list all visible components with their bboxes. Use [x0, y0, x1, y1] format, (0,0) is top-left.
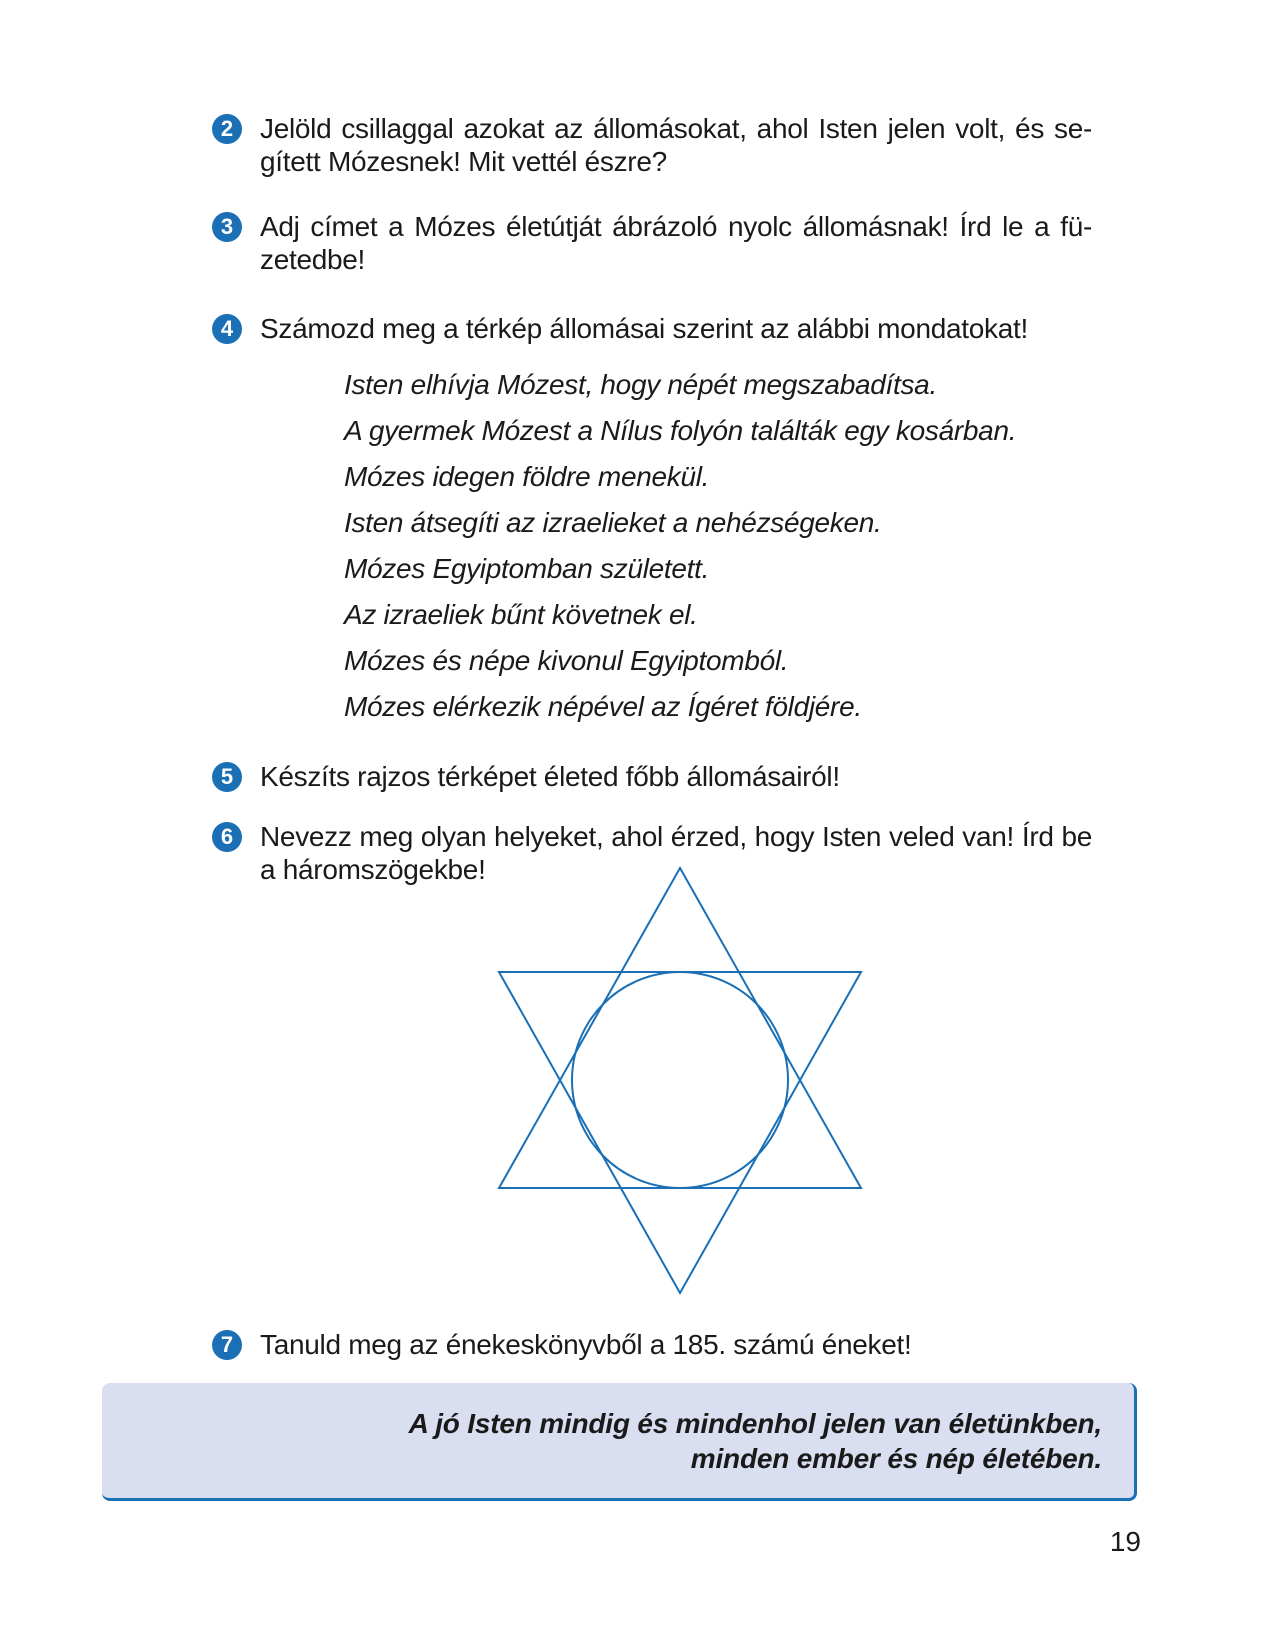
sentence-item: Mózes elérkezik népével az Ígéret földjére. — [344, 691, 862, 722]
task-number-badge: 4 — [212, 314, 242, 344]
star-of-david-diagram — [480, 860, 880, 1310]
sentence-item: Mózes és népe kivonul Egyiptomból. — [344, 645, 789, 676]
task-text: Számozd meg a térkép állomásai szerint az alábbi mondatokat! — [260, 313, 1028, 344]
task-number-badge: 6 — [212, 822, 242, 852]
task-text: Jelöld csillaggal azokat az állomásokat, ahol Isten jelen volt, és se-gített Mózesnek! Mit vettél észre? — [260, 113, 1092, 177]
summary-line: A jó Isten mindig és mindenhol jelen van életünkben, — [408, 1408, 1102, 1439]
sentence-item: Mózes Egyiptomban született. — [344, 553, 710, 584]
downward-triangle — [499, 972, 861, 1293]
task-text: Nevezz meg olyan helyeket, ahol érzed, hogy Isten veled van! Írd be a háromszögekbe! — [260, 821, 1092, 885]
sentence-list — [344, 362, 1016, 730]
upward-triangle — [499, 868, 861, 1188]
summary-line: minden ember és nép életében. — [690, 1443, 1102, 1474]
sentence-item: A gyermek Mózest a Nílus folyón találták egy kosárban. — [344, 415, 1017, 446]
task-3 — [212, 210, 1092, 276]
center-circle — [572, 972, 788, 1188]
sentence-item: Isten elhívja Mózest, hogy népét megszabadítsa. — [344, 369, 937, 400]
task-text: Készíts rajzos térképet életed főbb állomásairól! — [260, 761, 840, 792]
sentence-item: Az izraeliek bűnt követnek el. — [344, 599, 698, 630]
task-number-badge: 5 — [212, 762, 242, 792]
task-number-badge: 7 — [212, 1330, 242, 1360]
task-number-badge: 2 — [212, 114, 242, 144]
task-text: Adj címet a Mózes életútját ábrázoló nyolc állomásnak! Írd le a fü-zetedbe! — [260, 211, 1092, 275]
task-number-badge: 3 — [212, 212, 242, 242]
sentence-item: Mózes idegen földre menekül. — [344, 461, 710, 492]
task-7 — [212, 1328, 1092, 1361]
task-text: Tanuld meg az énekeskönyvből a 185. számú éneket! — [260, 1329, 912, 1360]
task-5 — [212, 760, 1092, 793]
page-number: 19 — [1109, 1526, 1141, 1557]
task-2 — [212, 112, 1092, 178]
sentence-item: Isten átsegíti az izraelieket a nehézségeken. — [344, 507, 882, 538]
task-4 — [212, 312, 1092, 345]
summary-box — [102, 1383, 1137, 1501]
